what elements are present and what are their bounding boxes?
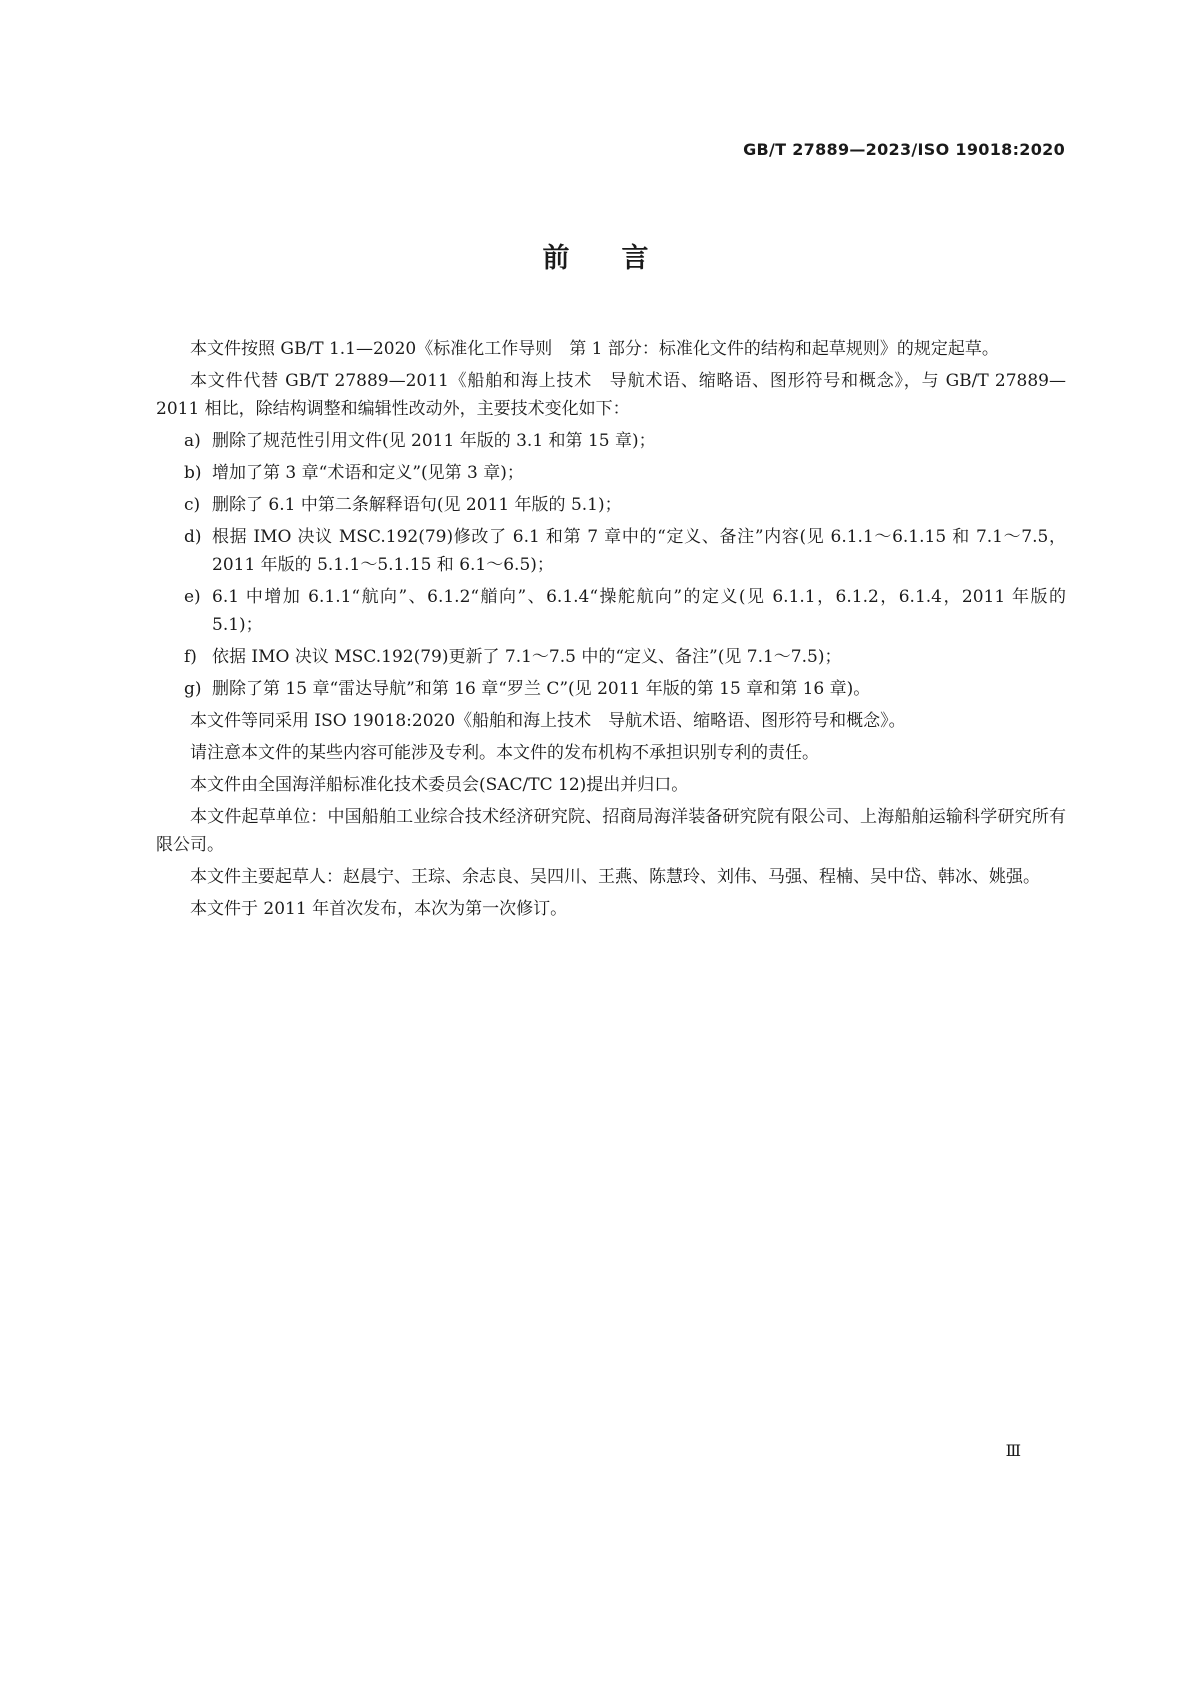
paragraph-replacement: 本文件代替 GB/T 27889—2011《船舶和海上技术 导航术语、缩略语、图形符号和概念》，与 GB/T 27889—2011 相比，除结构调整和编辑性改动外，主要技术变化如下： xyxy=(156,371,1066,419)
list-item xyxy=(156,583,1066,639)
list-item-text: 删除了第 15 章“雷达导航”和第 16 章“罗兰 C”(见 2011 年版的第 15 章和第 16 章)。 xyxy=(212,679,871,699)
list-marker: c) xyxy=(184,495,201,515)
list-item xyxy=(156,459,1066,487)
paragraph-drafting-rules: 本文件按照 GB/T 1.1—2020《标准化工作导则 第 1 部分：标准化文件的结构和起草规则》的规定起草。 xyxy=(190,339,999,359)
list-item xyxy=(156,491,1066,519)
paragraph-committee: 本文件由全国海洋船标准化技术委员会(SAC/TC 12)提出并归口。 xyxy=(190,775,689,795)
list-marker: f) xyxy=(184,647,197,667)
page-number: Ⅲ xyxy=(1005,1441,1021,1460)
list-item-text: 增加了第 3 章“术语和定义”(见第 3 章)； xyxy=(212,463,524,483)
paragraph-drafting-units: 本文件起草单位：中国船舶工业综合技术经济研究院、招商局海洋装备研究院有限公司、上海船舶运输科学研究所有限公司。 xyxy=(156,807,1066,855)
foreword-body xyxy=(156,335,1066,927)
list-item-text: 6.1 中增加 6.1.1“航向”、6.1.2“艏向”、6.1.4“操舵航向”的定义(见 6.1.1，6.1.2，6.1.4，2011 年版的 5.1)； xyxy=(212,587,1066,635)
list-item xyxy=(156,675,1066,703)
list-marker: b) xyxy=(184,463,202,483)
document-code: GB/T 27889—2023/ISO 19018:2020 xyxy=(743,140,1065,159)
list-item-text: 删除了规范性引用文件(见 2011 年版的 3.1 和第 15 章)； xyxy=(212,431,656,451)
list-item xyxy=(156,643,1066,671)
paragraph-history: 本文件于 2011 年首次发布，本次为第一次修订。 xyxy=(190,899,568,919)
paragraph-patent-notice: 请注意本文件的某些内容可能涉及专利。本文件的发布机构不承担识别专利的责任。 xyxy=(190,743,819,763)
list-marker: e) xyxy=(184,587,201,607)
list-item xyxy=(156,427,1066,455)
list-item-text: 删除了 6.1 中第二条解释语句(见 2011 年版的 5.1)； xyxy=(212,495,622,515)
paragraph-drafters: 本文件主要起草人：赵晨宁、王琮、余志良、吴四川、王燕、陈慧玲、刘伟、马强、程楠、吴中岱、韩冰、姚强。 xyxy=(190,867,1040,887)
list-item-text: 根据 IMO 决议 MSC.192(79)修改了 6.1 和第 7 章中的“定义、备注”内容(见 6.1.1～6.1.15 和 7.1～7.5，2011 年版的 5.1.1～5.1.15 和 6.1～6.5)； xyxy=(212,527,1066,575)
list-item xyxy=(156,523,1066,579)
list-marker: a) xyxy=(184,431,201,451)
paragraph-equivalence: 本文件等同采用 ISO 19018:2020《船舶和海上技术 导航术语、缩略语、图形符号和概念》。 xyxy=(190,711,906,731)
list-marker: g) xyxy=(184,679,202,699)
page-title: 前言 xyxy=(542,243,701,274)
list-marker: d) xyxy=(184,527,202,547)
list-item-text: 依据 IMO 决议 MSC.192(79)更新了 7.1～7.5 中的“定义、备注”(见 7.1～7.5)； xyxy=(212,647,842,667)
